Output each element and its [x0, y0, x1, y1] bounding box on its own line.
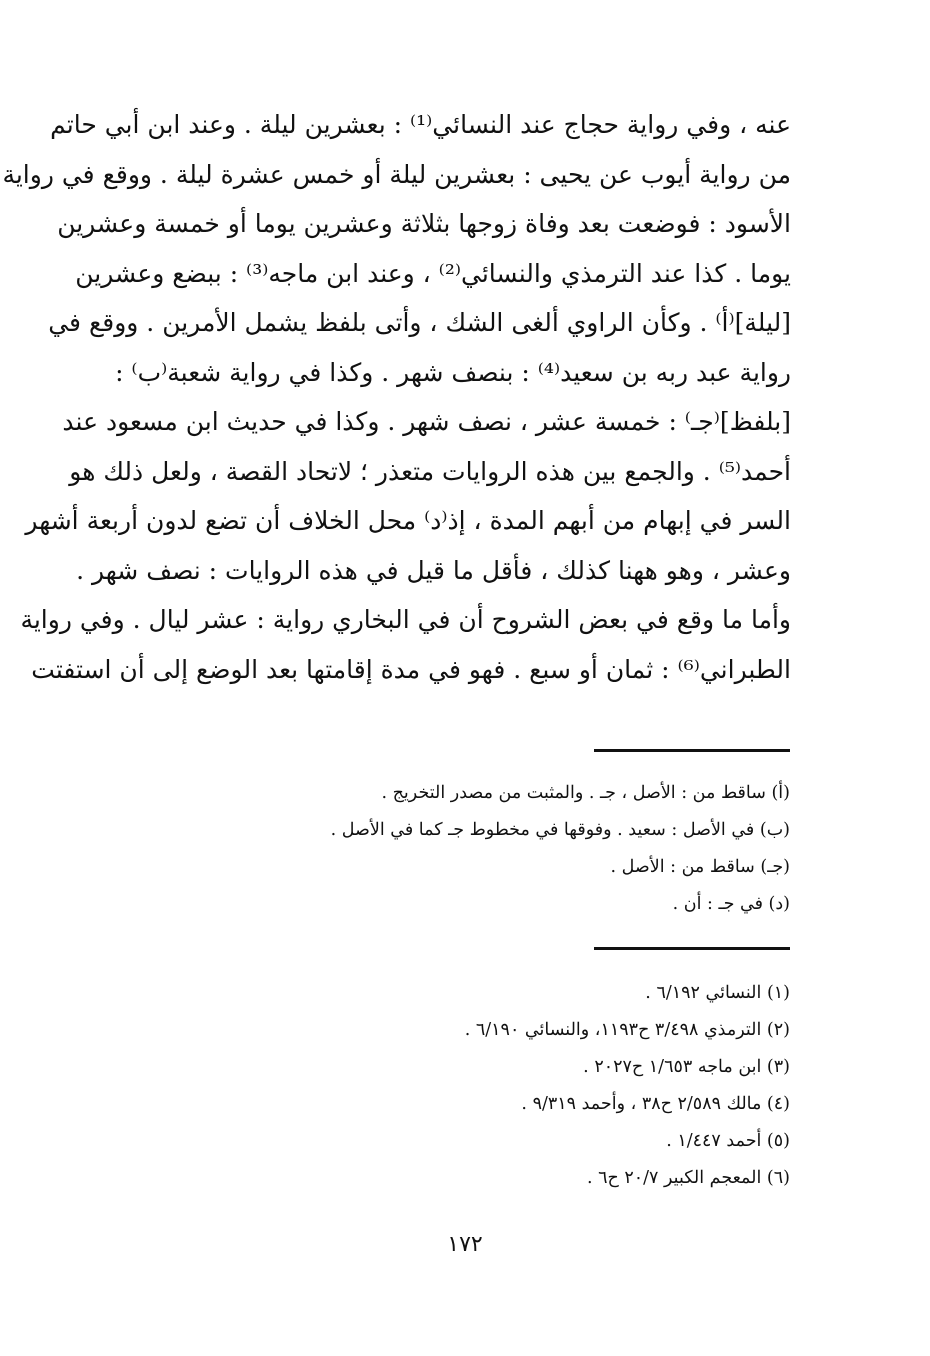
text-line: يوما . كذا عند الترمذي والنسائي⁽²⁾ ، وعند ابن ماجه⁽³⁾ : ببضع وعشرين	[75, 258, 791, 288]
footnote-separator	[594, 947, 790, 950]
source-note: (٥) أحمد ١/٤٤٧ .	[666, 1131, 790, 1151]
variant-note: (جـ) ساقط من : الأصل .	[610, 857, 790, 877]
text-line: أحمد⁽⁵⁾ . والجمع بين هذه الروايات متعذر ؛ لاتحاد القصة ، ولعل ذلك هو	[69, 456, 791, 486]
text-line: الأسود : فوضعت بعد وفاة زوجها بثلاثة وعشرين يوما أو خمسة وعشرين	[57, 209, 791, 238]
page-number: ١٧٢	[447, 1232, 483, 1257]
variant-note: (ب) في الأصل : سعيد . وفوقها في مخطوط جـ كما في الأصل .	[330, 820, 790, 840]
text-line: [بلفظ]⁽جـ⁾ : خمسة عشر ، نصف شهر . وكذا في حديث ابن مسعود عند	[62, 407, 791, 436]
source-notes	[300, 975, 790, 1197]
variant-note: (أ) ساقط من : الأصل ، جـ . والمثبت من مصدر التخريج .	[381, 783, 790, 803]
text-line: [ليلة]⁽أ⁾ . وكأن الراوي ألغى الشك ، وأتى بلفظ يشمل الأمرين . ووقع في	[48, 308, 791, 337]
text-line: وأما ما وقع في بعض الشروح أن في البخاري رواية : عشر ليال . وفي رواية	[20, 605, 791, 634]
text-line: عنه ، وفي رواية حجاج عند النسائي⁽¹⁾ : بعشرين ليلة . وعند ابن أبي حاتم	[50, 110, 791, 139]
variant-note: (د) في جـ : أن .	[672, 894, 790, 914]
text-line: رواية عبد ربه بن سعيد⁽⁴⁾ : بنصف شهر . وكذا في رواية شعبة⁽ب⁾ :	[115, 357, 791, 387]
source-note: (٣) ابن ماجه ١/٦٥٣ ح٢٠٢٧ .	[583, 1057, 790, 1077]
source-note: (١) النسائي ٦/١٩٢ .	[645, 983, 790, 1003]
footnote-separator	[594, 749, 790, 752]
text-line: من رواية أيوب عن يحيى : بعشرين ليلة أو خمس عشرة ليلة . ووقع في رواية	[2, 159, 791, 189]
text-line: وعشر ، وهو ههنا كذلك ، فأقل ما قيل في هذه الروايات : نصف شهر .	[76, 555, 791, 585]
source-note: (٤) مالك ٢/٥٨٩ ح٣٨ ، وأحمد ٩/٣١٩ .	[521, 1094, 790, 1114]
variant-notes	[300, 775, 790, 923]
source-note: (٦) المعجم الكبير ٢٠/٧ ح٦ .	[586, 1168, 790, 1188]
text-line: السر في إبهام من أبهم المدة ، إذ⁽د⁾ محل الخلاف أن تضع لدون أربعة أشهر	[25, 506, 791, 535]
source-note: (٢) الترمذي ٣/٤٩٨ ح١١٩٣، والنسائي ٦/١٩٠ .	[464, 1020, 790, 1040]
main-text	[2, 100, 791, 694]
text-line: الطبراني⁽⁶⁾ : ثمان أو سبع . فهو في مدة إقامتها بعد الوضع إلى أن استفتت	[31, 654, 791, 684]
